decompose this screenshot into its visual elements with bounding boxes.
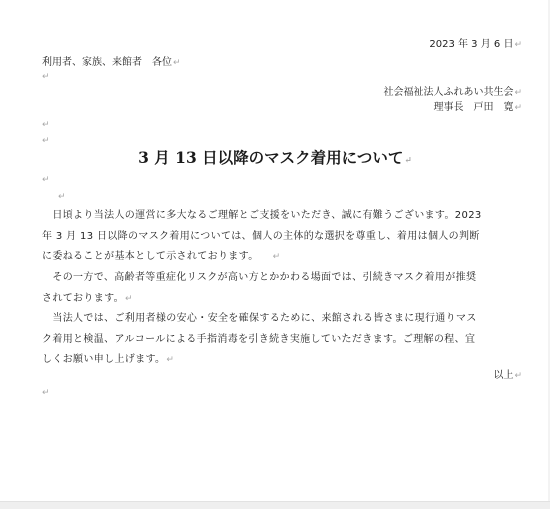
recipients-text: 利用者、家族、来館者 各位 [42, 57, 172, 68]
paragraph-mark: ↵ [514, 40, 522, 50]
signatory-line [433, 101, 522, 115]
body-line [42, 271, 476, 285]
paragraph-mark: ↵ [514, 103, 522, 113]
empty-paragraph-mark: ↵ [58, 192, 66, 202]
recipients-line [42, 56, 181, 70]
signatory-text: 理事長 戸田 寛 [433, 102, 514, 113]
closing-text: 以上 [493, 370, 514, 381]
organization-text: 社会福祉法人ふれあい共生会 [383, 87, 514, 98]
body-text: ク着用と検温、アルコールによる手指消毒を引き続き実施していただきます。ご理解の程、宜 [42, 334, 476, 345]
body-text: されております。 [42, 293, 124, 304]
body-text: しくお願い申し上げます。 [42, 354, 166, 365]
body-line [42, 292, 133, 306]
body-line [42, 230, 480, 244]
body-line [42, 312, 477, 326]
paragraph-mark: ↵ [514, 88, 522, 98]
document-title [0, 148, 550, 171]
body-line [42, 353, 174, 367]
paragraph-mark: ↵ [404, 156, 412, 166]
paragraph-mark: ↵ [125, 294, 133, 304]
closing-line [493, 369, 522, 383]
horizontal-scrollbar[interactable] [0, 501, 550, 509]
body-line [42, 333, 475, 347]
empty-paragraph-mark: ↵ [42, 72, 50, 82]
body-text: 日頃より当法人の運営に多大なるご理解とご支援をいただき、誠に有難うございます。2023 [42, 210, 482, 221]
empty-paragraph-mark: ↵ [42, 120, 50, 130]
paragraph-mark: ↵ [514, 371, 522, 381]
date-text: 2023 年 3 月 6 日 [429, 39, 514, 50]
document-date [429, 38, 522, 52]
body-line [42, 250, 280, 264]
body-text: その一方で、高齢者等重症化リスクが高い方とかかわる場面では、引続きマスク着用が推奨 [42, 272, 477, 283]
body-text: 年 3 月 13 日以降のマスク着用については、個人の主体的な選択を尊重し、着用は個人の判断 [42, 231, 480, 242]
body-text: 当法人では、ご利用者様の安心・安全を確保するために、来館される皆さまに現行通りマス [42, 313, 477, 324]
title-text: 3 月 13 日以降のマスク着用について [138, 148, 404, 167]
empty-paragraph-mark: ↵ [42, 388, 50, 398]
paragraph-mark: ↵ [173, 58, 181, 68]
body-text: に委ねることが基本として示されております。 [42, 251, 259, 262]
paragraph-mark: ↵ [272, 252, 281, 262]
paragraph-mark: ↵ [166, 355, 175, 365]
empty-paragraph-mark: ↵ [42, 175, 50, 185]
body-line [42, 209, 482, 223]
empty-paragraph-mark: ↵ [42, 136, 50, 146]
organization-line [383, 86, 522, 100]
